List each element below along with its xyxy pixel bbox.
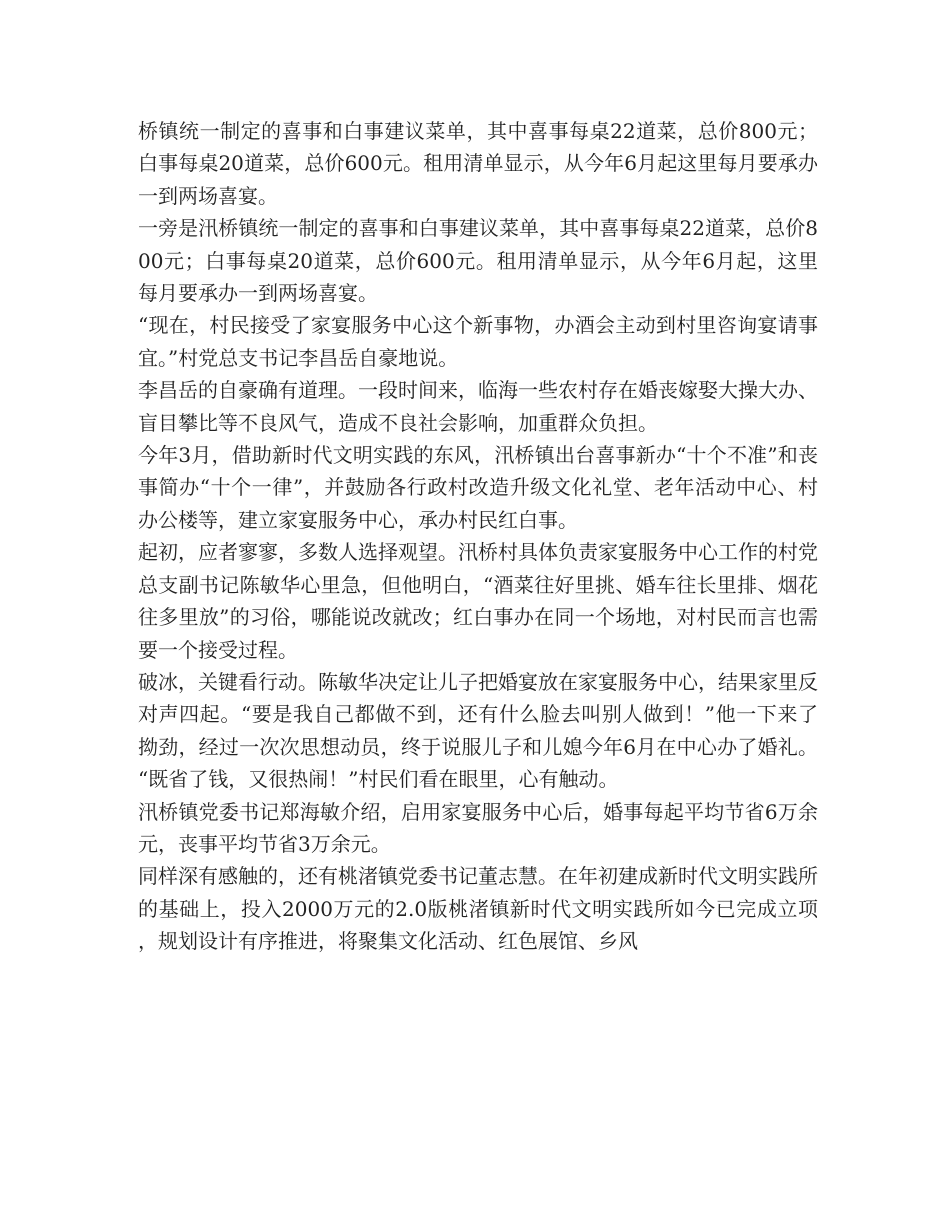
paragraph: 一旁是汛桥镇统一制定的喜事和白事建议菜单，其中喜事每桌22道菜，总价800元；白事每桌20道菜，总价600元。租用清单显示，从今年6月起，这里每月要承办一到两场喜宴。 bbox=[138, 216, 818, 306]
paragraph: 起初，应者寥寥，多数人选择观望。汛桥村具体负责家宴服务中心工作的村党总支副书记陈敏华心里急，但他明白，“酒菜往好里挑、婚车往长里排、烟花往多里放”的习俗，哪能说改就改；红白事办在同一个场地，对村民而言也需要一个接受过程。 bbox=[138, 540, 818, 662]
paragraph: 汛桥镇党委书记郑海敏介绍，启用家宴服务中心后，婚事每起平均节省6万余元，丧事平均节省3万余元。 bbox=[138, 799, 818, 856]
paragraph: 今年3月，借助新时代文明实践的东风，汛桥镇出台喜事新办“十个不准”和丧事简办“十个一律”，并鼓励各行政村改造升级文化礼堂、老年活动中心、村办公楼等，建立家宴服务中心，承办村民红白事。 bbox=[138, 443, 818, 532]
article-body bbox=[138, 115, 818, 958]
paragraph: 破冰，关键看行动。陈敏华决定让儿子把婚宴放在家宴服务中心，结果家里反对声四起。“要是我自己都做不到，还有什么脸去叫别人做到！”他一下来了拗劲，经过一次次思想动员，终于说服儿子和儿媳今年6月在中心办了婚礼。“既省了钱，又很热闹！”村民们看在眼里，心有触动。 bbox=[138, 669, 818, 792]
paragraph: 桥镇统一制定的喜事和白事建议菜单，其中喜事每桌22道菜，总价800元；白事每桌20道菜，总价600元。租用清单显示，从今年6月起这里每月要承办一到两场喜宴。 bbox=[138, 119, 818, 208]
paragraph: 李昌岳的自豪确有道理。一段时间来，临海一些农村存在婚丧嫁娶大操大办、盲目攀比等不良风气，造成不良社会影响，加重群众负担。 bbox=[138, 378, 818, 435]
paragraph: 同样深有感触的，还有桃渚镇党委书记董志慧。在年初建成新时代文明实践所的基础上，投入2000万元的2.0版桃渚镇新时代文明实践所如今已完成立项，规划设计有序推进，将聚集文化活动、红色展馆、乡风 bbox=[138, 864, 818, 954]
paragraph: “现在，村民接受了家宴服务中心这个新事物，办酒会主动到村里咨询宴请事宜。”村党总支书记李昌岳自豪地说。 bbox=[138, 313, 818, 370]
